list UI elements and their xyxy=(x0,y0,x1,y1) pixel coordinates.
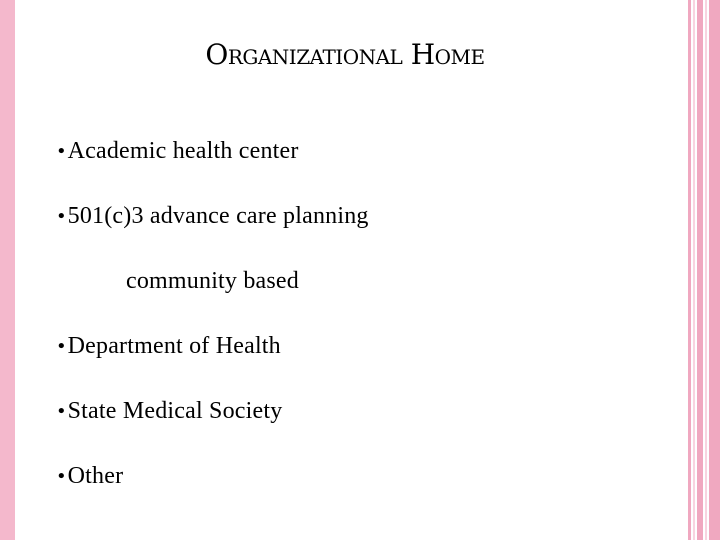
slide-title: Organizational Home xyxy=(205,38,485,71)
bullet-text: community based xyxy=(126,268,299,294)
bullet-continuation xyxy=(56,268,369,333)
bullet-dot-icon: • xyxy=(56,466,67,487)
bullet-text: State Medical Society xyxy=(67,398,283,424)
bullet-text: Department of Health xyxy=(67,333,281,359)
bullet-item xyxy=(56,203,369,268)
bullet-dot-icon: • xyxy=(56,206,67,227)
bullet-dot-icon: • xyxy=(56,401,67,422)
stripe xyxy=(697,0,703,540)
stripe xyxy=(693,0,695,540)
bullet-text: Other xyxy=(67,463,124,489)
bullet-text: Academic health center xyxy=(67,138,299,164)
stripe xyxy=(688,0,691,540)
bullet-text: 501(c)3 advance care planning xyxy=(67,203,369,229)
bullet-item xyxy=(56,398,369,463)
bullet-item xyxy=(56,463,369,528)
bullet-item xyxy=(56,138,369,203)
bullet-item xyxy=(56,333,369,398)
bullet-dot-icon: • xyxy=(56,336,67,357)
stripe xyxy=(705,0,707,540)
left-border-bar xyxy=(0,0,15,540)
bullet-dot-icon: • xyxy=(56,141,67,162)
stripe xyxy=(709,0,720,540)
bullet-list xyxy=(56,138,369,528)
